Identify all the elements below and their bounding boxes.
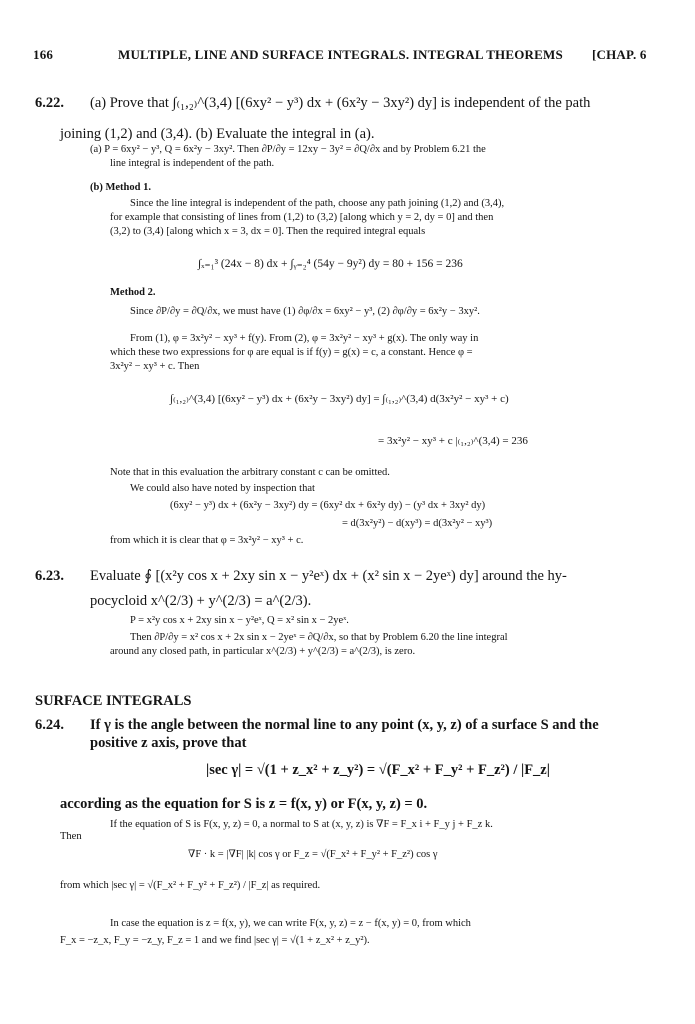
method-2-line-3: which these two expressions for φ are equal is if f(y) = g(x) = c, a constant. Hence φ = <box>110 347 473 358</box>
solution-b-line-1: Since the line integral is independent of the path, choose any path joining (1,2) and (3,4), <box>130 198 505 209</box>
problem-6-24-solution-line-1: If the equation of S is F(x, y, z) = 0, a normal to S at (x, y, z) is ∇F = F_x i + F_y j + F_z k. <box>110 819 493 830</box>
problem-6-24-statement-line-3: according as the equation for S is z = f(x, y) or F(x, y, z) = 0. <box>60 796 428 812</box>
problem-number-6-22: 6.22. <box>35 95 64 111</box>
problem-6-24-solution-line-5: F_x = −z_x, F_y = −z_y, F_z = 1 and we find |sec γ| = √(1 + z_x² + z_y²). <box>60 935 370 946</box>
problem-6-24-statement-line-1: If γ is the angle between the normal line to any point (x, y, z) of a surface S and the <box>90 717 599 733</box>
section-heading-surface-integrals: SURFACE INTEGRALS <box>35 693 192 709</box>
equation-exact-differential-integral: ∫₍₁,₂₎^(3,4) [(6xy² − y³) dx + (6x²y − 3xy²) dy] = ∫₍₁,₂₎^(3,4) d(3x²y² − xy³ + c) <box>170 393 509 405</box>
method-2-label: Method 2. <box>110 287 156 298</box>
equation-evaluation-236: = 3x²y² − xy³ + c |₍₁,₂₎^(3,4) = 236 <box>378 435 528 447</box>
inspection-intro: We could also have noted by inspection that <box>130 483 315 494</box>
problem-6-23-solution-line-2: Then ∂P/∂y = x² cos x + 2x sin x − 2yeˣ = ∂Q/∂x, so that by Problem 6.20 the line integral <box>130 632 508 643</box>
chapter-label: [CHAP. 6 <box>592 47 647 62</box>
solution-b-method-1-label: (b) Method 1. <box>90 182 151 193</box>
problem-6-23-solution-line-1: P = x²y cos x + 2xy sin x − y²eˣ, Q = x² sin x − 2yeˣ. <box>130 615 349 626</box>
problem-6-23-statement-line-1: Evaluate ∮ [(x²y cos x + 2xy sin x − y²eˣ) dx + (x² sin x − 2yeˣ) dy] around the hy- <box>90 568 567 584</box>
equation-method-1-result: ∫ₓ₌₁³ (24x − 8) dx + ∫ᵧ₌₂⁴ (54y − 9y²) dy = 80 + 156 = 236 <box>198 258 463 270</box>
equation-grad-f-dot-k: ∇F · k = |∇F| |k| cos γ or F_z = √(F_x² + F_y² + F_z²) cos γ <box>188 849 438 860</box>
equation-inspection-line-2: = d(3x²y²) − d(xy³) = d(3x²y² − xy³) <box>342 518 493 529</box>
problem-number-6-24: 6.24. <box>35 717 64 733</box>
page-number: 166 <box>33 47 54 62</box>
equation-sec-gamma: |sec γ| = √(1 + z_x² + z_y²) = √(F_x² + F_y² + F_z²) / |F_z| <box>206 762 550 778</box>
solution-a-line-1: (a) P = 6xy² − y³, Q = 6x²y − 3xy². Then ∂P/∂y = 12xy − 3y² = ∂Q/∂x and by Problem 6.21 the <box>90 144 486 155</box>
method-2-line-1: Since ∂P/∂y = ∂Q/∂x, we must have (1) ∂φ/∂x = 6xy² − y³, (2) ∂φ/∂y = 6x²y − 3xy². <box>130 306 480 317</box>
problem-6-23-statement-line-2: pocycloid x^(2/3) + y^(2/3) = a^(2/3). <box>90 593 312 609</box>
problem-6-24-solution-line-3: from which |sec γ| = √(F_x² + F_y² + F_z²) / |F_z| as required. <box>60 880 321 891</box>
solution-a-line-2: line integral is independent of the path. <box>110 158 275 169</box>
problem-6-24-statement-line-2: positive z axis, prove that <box>90 735 247 751</box>
note-arbitrary-constant: Note that in this evaluation the arbitrary constant c can be omitted. <box>110 467 390 478</box>
problem-6-23-solution-line-3: around any closed path, in particular x^(2/3) + y^(2/3) = a^(2/3), is zero. <box>110 646 416 657</box>
problem-6-22-statement-line-2: joining (1,2) and (3,4). (b) Evaluate the integral in (a). <box>60 126 375 142</box>
solution-b-line-2: for example that consisting of lines from (1,2) to (3,2) [along which y = 2, dy = 0] and then <box>110 212 494 223</box>
running-title: MULTIPLE, LINE AND SURFACE INTEGRALS. INTEGRAL THEOREMS <box>118 47 563 62</box>
problem-6-22-statement-line-1: (a) Prove that ∫₍₁,₂₎^(3,4) [(6xy² − y³) dx + (6x²y − 3xy²) dy] is independent of the path <box>90 95 591 111</box>
equation-inspection-line-1: (6xy² − y³) dx + (6x²y − 3xy²) dy = (6xy² dx + 6x²y dy) − (y³ dx + 3xy² dy) <box>170 500 486 511</box>
problem-6-24-solution-line-2: Then <box>60 831 82 842</box>
problem-6-24-solution-line-4: In case the equation is z = f(x, y), we can write F(x, y, z) = z − f(x, y) = 0, from which <box>110 918 471 929</box>
conclusion-phi: from which it is clear that φ = 3x²y² − xy³ + c. <box>110 535 304 546</box>
solution-b-line-3: (3,2) to (3,4) [along which x = 3, dx = 0]. Then the required integral equals <box>110 226 426 237</box>
method-2-line-2: From (1), φ = 3x²y² − xy³ + f(y). From (2), φ = 3x²y² − xy³ + g(x). The only way in <box>130 333 479 344</box>
problem-number-6-23: 6.23. <box>35 568 64 584</box>
method-2-line-4: 3x²y² − xy³ + c. Then <box>110 361 200 372</box>
